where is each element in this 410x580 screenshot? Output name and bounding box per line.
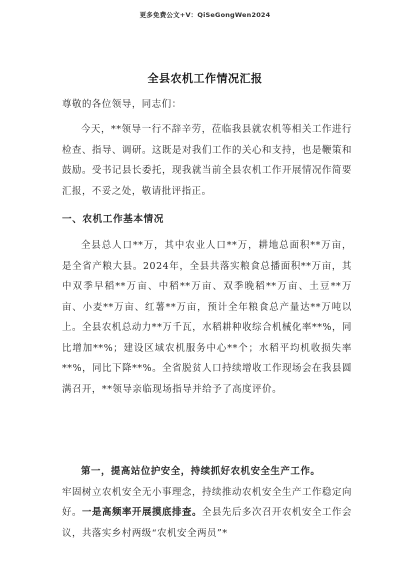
watermark-text: 更多免费公文+V：QiSeGongWen2024 — [139, 11, 271, 19]
section1-body-block — [62, 236, 352, 400]
point-heading: 第一，提高站位护安全，持续抓好农机安全生产工作。 — [81, 466, 321, 477]
salutation-block — [62, 95, 352, 116]
point-text-a: 牢固树立农机安全无小事理念，持续推动农机安全生产工作稳定向好。 — [62, 486, 352, 518]
intro-paragraph: 今天，**领导一行不辞辛劳，莅临我县就农机等相关工作进行检查、指导、调研。这既是对我们工作的关心和支持，也是鞭策和鼓励。受书记县长委托，现我就当前全县农机工作开展情况作简要汇报，不妥之处，敬请批评指正。 — [62, 124, 352, 197]
section-paragraph: 全县总人口**万，其中农业人口**万，耕地总面积**万亩，是全省产粮大县。2024年，全县共落实粮食总播面积**万亩，其中双季早稻**万亩、中稻**万亩、双季晚稻**万亩、土豆**万亩、小麦**万亩、红薯**万亩，预计全年粮食总产量达**万吨以上。全县农机总动力**万千瓦，水稻耕种收综合机械化率**%，同比增加**%；建设区域农机服务中心**个；水稻平均机收损失率**%，同比下降**%。全省脱贫人口持续增收工作现场会在我县圆满召开，**领导亲临现场指导并给予了高度评价。 — [62, 240, 353, 395]
point-paragraph — [62, 483, 352, 545]
salutation: 尊敬的各位领导，同志们： — [62, 99, 182, 110]
point-bold-text: 一是高频率开展摸底排查。 — [82, 507, 203, 518]
section-heading: 一、农机工作基本情况 — [62, 214, 164, 225]
point-text-b: 全县先后多次召开农机安全工作会议，共落实乡村两级“农机安全两员”* — [62, 507, 353, 539]
section1-block — [62, 210, 352, 231]
point1-block — [62, 462, 352, 544]
intro-block — [62, 120, 352, 202]
document-title: 全县农机工作情况汇报 — [147, 72, 263, 85]
